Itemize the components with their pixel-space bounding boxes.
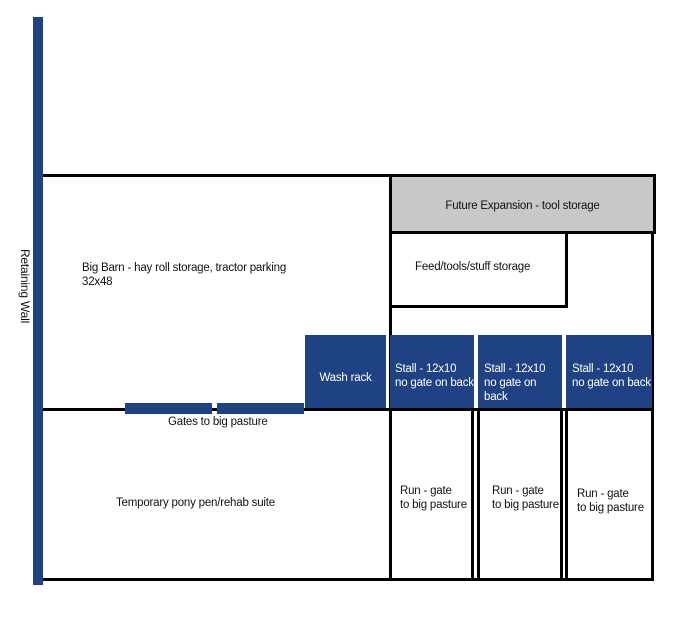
barn-top-wall (43, 174, 391, 177)
run-2-right-wall (560, 410, 563, 581)
feed-storage-bottom-wall (389, 305, 568, 308)
gate-left (125, 403, 212, 414)
stall-1-label: Stall - 12x10 no gate on back (395, 363, 474, 389)
stall-3-label: Stall - 12x10 no gate on back (572, 363, 651, 389)
gates-label: Gates to big pasture (168, 416, 268, 428)
stall-2 (478, 335, 562, 408)
run-3-left-wall (565, 410, 568, 581)
wash-rack (305, 335, 386, 408)
run-2-left-wall (477, 410, 480, 581)
gate-right (217, 403, 304, 414)
run-1-label: Run - gate to big pasture (400, 485, 467, 511)
stall-1 (390, 335, 474, 408)
big-barn-size: 32x48 (82, 276, 113, 288)
pony-pen-label: Temporary pony pen/rehab suite (116, 497, 275, 509)
feed-storage-label: Feed/tools/stuff storage (415, 261, 531, 273)
retaining-wall (33, 17, 43, 585)
stall-3 (566, 335, 652, 408)
feed-storage-right-wall (565, 231, 568, 308)
wash-rack-label: Wash rack (319, 372, 372, 384)
future-expansion-label: Future Expansion - tool storage (445, 200, 600, 212)
run-1-right-wall (471, 410, 474, 581)
run-2-label: Run - gate to big pasture (492, 485, 559, 511)
run-3-label: Run - gate to big pasture (577, 488, 644, 514)
retaining-wall-label: Retaining Wall (18, 248, 32, 324)
big-barn-label: Big Barn - hay roll storage, tractor parking (82, 262, 287, 274)
stall-2-label: Stall - 12x10 no gate on back (484, 363, 546, 403)
